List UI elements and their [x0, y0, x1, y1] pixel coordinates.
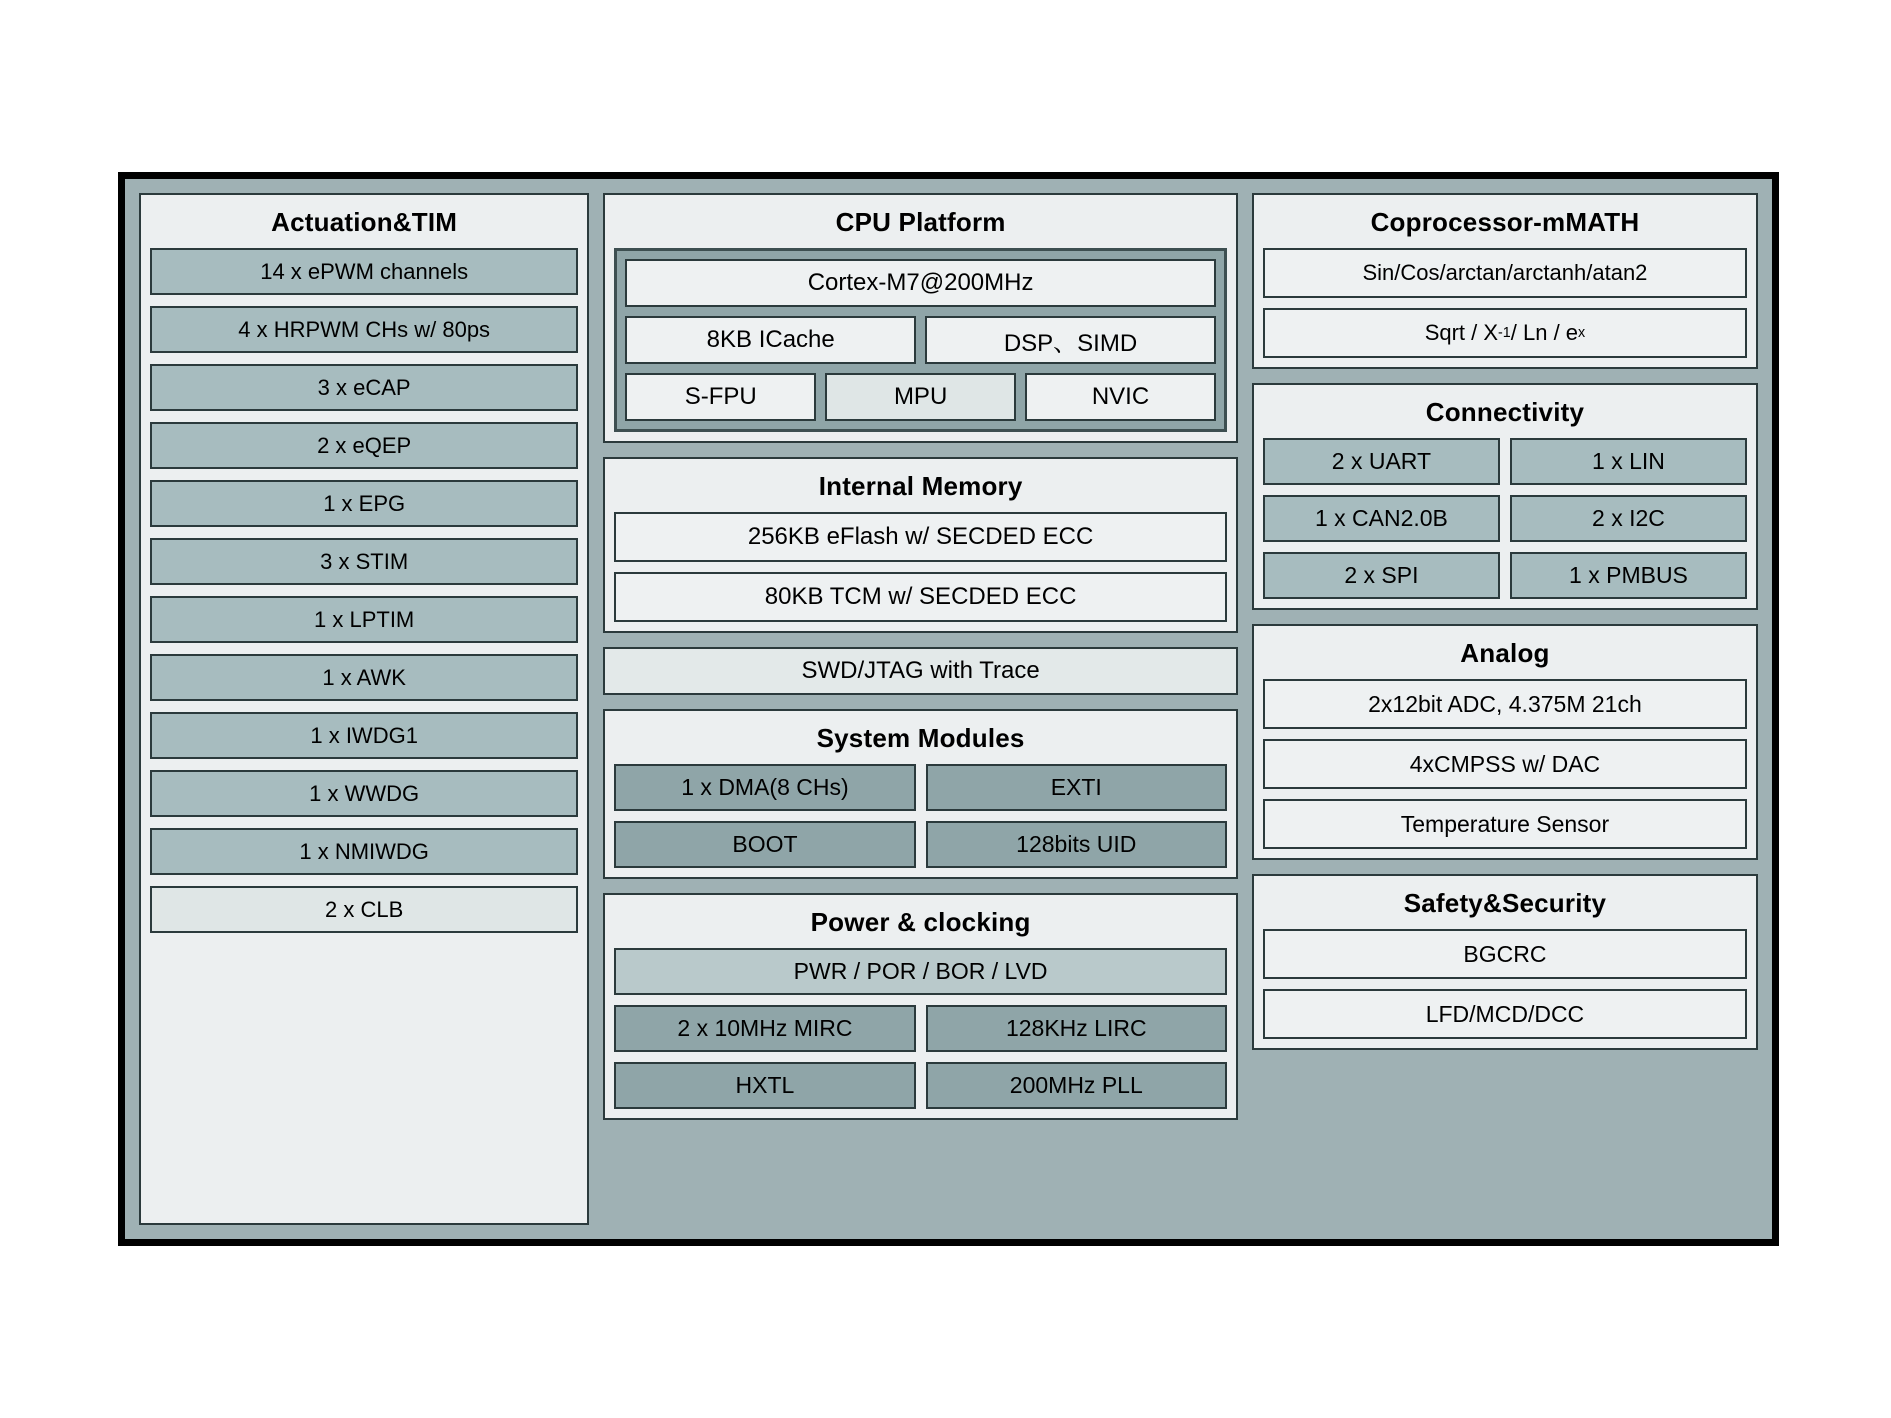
system-dma: 1 x DMA(8 CHs): [614, 764, 915, 811]
actuation-item-epg: 1 x EPG: [150, 480, 578, 527]
group-internal-memory: [603, 457, 1238, 633]
group-safety-security: [1252, 874, 1758, 1050]
power-row-pwr: [614, 948, 1227, 995]
actuation-item-list: [150, 248, 578, 1214]
power-pwr-por-bor-lvd: PWR / POR / BOR / LVD: [614, 948, 1227, 995]
column-middle: [603, 193, 1238, 1225]
coprocessor-list: [1263, 248, 1747, 358]
cpu-platform-inner: [614, 248, 1227, 432]
cpu-core-cortex-m7: Cortex-M7@200MHz: [625, 259, 1216, 307]
actuation-item-stim: 3 x STIM: [150, 538, 578, 585]
group-title-system-modules: System Modules: [816, 723, 1025, 753]
group-title-analog: Analog: [1460, 638, 1550, 668]
clock-lirc: 128KHz LIRC: [926, 1005, 1227, 1052]
actuation-item-lptim: 1 x LPTIM: [150, 596, 578, 643]
analog-adc: 2x12bit ADC, 4.375M 21ch: [1263, 679, 1747, 729]
clock-hxtl: HXTL: [614, 1062, 915, 1109]
cpu-row-fpu-mpu-nvic: [625, 373, 1216, 421]
memory-eflash: 256KB eFlash w/ SECDED ECC: [614, 512, 1227, 562]
clock-mirc: 2 x 10MHz MIRC: [614, 1005, 915, 1052]
actuation-item-ecap: 3 x eCAP: [150, 364, 578, 411]
internal-memory-list: [614, 512, 1227, 622]
connectivity-grid: [1263, 438, 1747, 599]
group-analog: [1252, 624, 1758, 860]
cpu-icache: 8KB ICache: [625, 316, 916, 364]
coproc-trig: Sin/Cos/arctan/arctanh/atan2: [1263, 248, 1747, 298]
group-title-actuation: Actuation&TIM: [271, 207, 458, 237]
clock-pll: 200MHz PLL: [926, 1062, 1227, 1109]
conn-lin: 1 x LIN: [1510, 438, 1747, 485]
cpu-s-fpu: S-FPU: [625, 373, 816, 421]
power-row-pll: [614, 1062, 1227, 1109]
group-title-connectivity: Connectivity: [1425, 397, 1585, 427]
actuation-item-epwm: 14 x ePWM channels: [150, 248, 578, 295]
actuation-item-nmiwdg: 1 x NMIWDG: [150, 828, 578, 875]
system-uid: 128bits UID: [926, 821, 1227, 868]
group-title-cpu-platform: CPU Platform: [835, 207, 1006, 237]
group-title-power-clocking: Power & clocking: [810, 907, 1031, 937]
connectivity-row-1: [1263, 438, 1747, 485]
cpu-row-cache-dsp: [625, 316, 1216, 364]
cpu-nvic: NVIC: [1025, 373, 1216, 421]
memory-tcm: 80KB TCM w/ SECDED ECC: [614, 572, 1227, 622]
safety-bgcrc: BGCRC: [1263, 929, 1747, 979]
group-title-coprocessor: Coprocessor-mMATH: [1370, 207, 1640, 237]
analog-cmpss: 4xCMPSS w/ DAC: [1263, 739, 1747, 789]
safety-lfd-mcd-dcc: LFD/MCD/DCC: [1263, 989, 1747, 1039]
cpu-dsp-simd: DSP、SIMD: [925, 316, 1216, 364]
actuation-item-awk: 1 x AWK: [150, 654, 578, 701]
system-modules-row-1: [614, 764, 1227, 811]
connectivity-row-2: [1263, 495, 1747, 542]
power-row-oscillators: [614, 1005, 1227, 1052]
group-connectivity: [1252, 383, 1758, 610]
group-system-modules: [603, 709, 1238, 879]
actuation-item-iwdg1: 1 x IWDG1: [150, 712, 578, 759]
coproc-sqrt: Sqrt / X -1 / Ln / e x: [1263, 308, 1747, 358]
system-exti: EXTI: [926, 764, 1227, 811]
actuation-item-clb: 2 x CLB: [150, 886, 578, 933]
analog-list: [1263, 679, 1747, 849]
group-cpu-platform: [603, 193, 1238, 443]
column-left: [139, 193, 589, 1225]
conn-uart: 2 x UART: [1263, 438, 1500, 485]
analog-temp-sensor: Temperature Sensor: [1263, 799, 1747, 849]
actuation-item-eqep: 2 x eQEP: [150, 422, 578, 469]
cpu-mpu: MPU: [825, 373, 1016, 421]
conn-spi: 2 x SPI: [1263, 552, 1500, 599]
group-coprocessor-mmath: [1252, 193, 1758, 369]
group-title-safety-security: Safety&Security: [1403, 888, 1607, 918]
system-boot: BOOT: [614, 821, 915, 868]
power-clocking-grid: [614, 948, 1227, 1109]
column-right: [1252, 193, 1758, 1225]
actuation-item-hrpwm: 4 x HRPWM CHs w/ 80ps: [150, 306, 578, 353]
system-modules-row-2: [614, 821, 1227, 868]
conn-i2c: 2 x I2C: [1510, 495, 1747, 542]
group-power-clocking: [603, 893, 1238, 1120]
chip-block-diagram: [118, 172, 1779, 1246]
conn-can: 1 x CAN2.0B: [1263, 495, 1500, 542]
safety-list: [1263, 929, 1747, 1039]
group-actuation-tim: [139, 193, 589, 1225]
debug-swd-jtag: SWD/JTAG with Trace: [603, 647, 1238, 695]
actuation-item-wwdg: 1 x WWDG: [150, 770, 578, 817]
conn-pmbus: 1 x PMBUS: [1510, 552, 1747, 599]
connectivity-row-3: [1263, 552, 1747, 599]
group-title-internal-memory: Internal Memory: [818, 471, 1023, 501]
system-modules-grid: [614, 764, 1227, 868]
